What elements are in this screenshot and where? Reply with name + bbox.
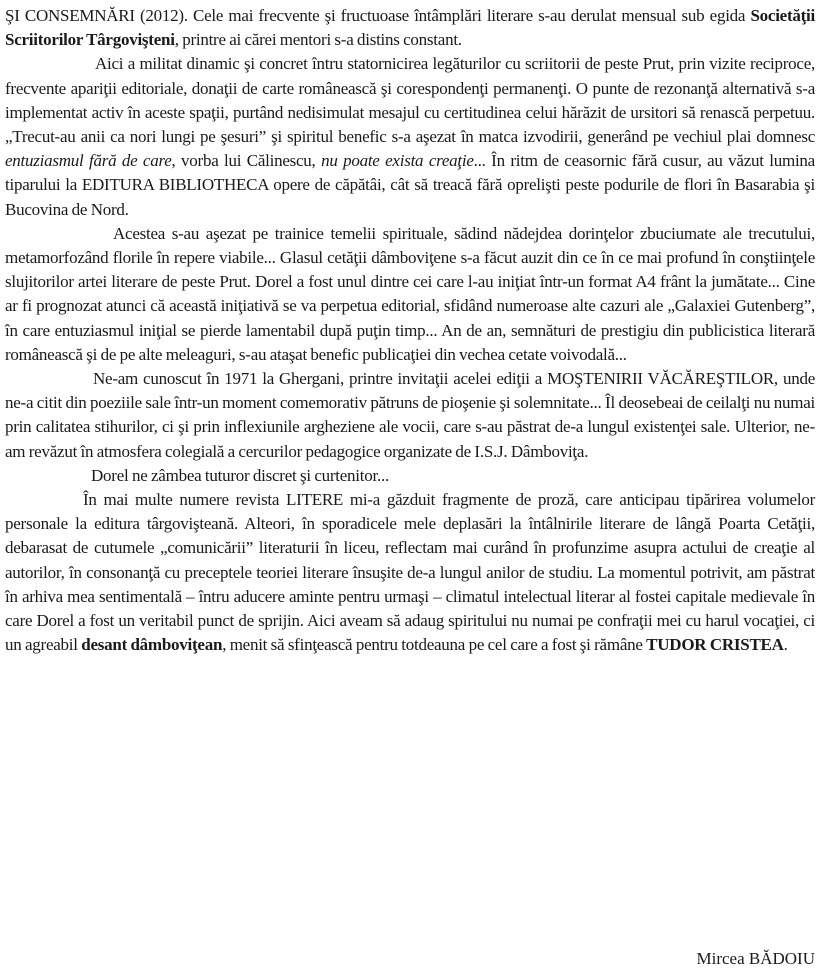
text-run: , printre ai cărei mentori s-a distins constant. bbox=[174, 30, 462, 50]
text-run: . bbox=[783, 635, 788, 655]
italic-quote: entuziasmul fără de care bbox=[5, 151, 172, 171]
text-run: În mai multe numere revista LITERE mi-a găzduit fragmente de proză, care anticipau tipărirea volumelor personale la editura târgovişteană. Alteori, în sporadicele mele deplasări la întâlnirile literare de lângă Poarta Cetăţii, debarasat de cutumele „comunicării” literaturii în liceu, reflectam mai curând în profunzime asupra actului de creaţie al autorilor, în consonanţă cu preceptele teoriei literare însuşite de-a lungul anilor de studiu. La momentul potrivit, am păstrat în arhiva mea sentimentală – întru aducere aminte pentru urmaşi – climatul intelectual literar al fostei capitale medievale în care Dorel a fost un veritabil punct de sprijin. Aici aveam să adaug spiritului nu numai pe confraţii mei cu harul vocaţiei, ci un agreabil bbox=[5, 490, 815, 655]
bold-author-name: TUDOR CRISTEA bbox=[646, 635, 784, 655]
text-run: ŞI CONSEMNĂRI (2012). Cele mai frecvente şi fructuoase întâmplări literare s-au derulat mensual sub egida bbox=[5, 6, 751, 25]
paragraph-1 bbox=[5, 4, 815, 52]
text-run: Aici a militat dinamic şi concret întru statornicirea legăturilor cu scriitorii de peste Prut, prin vizite reciproce, frecvente apariţii editoriale, donaţii de carte românească şi corespondenţi permanenţi. O punte de rezonanţă alternativă s-a implementat activ în aceste spaţii, purtând nedisimulat mesajul cu certitudinea celui hărăzit de ursitori să renască perpetuu. „Trecut-au anii ca nori lungi pe şesuri” şi spiritul benefic s-a aşezat în matca izvodirii, generând pe vechiul plai domnesc bbox=[5, 54, 815, 147]
paragraph-5: Dorel ne zâmbea tuturor discret şi curtenitor... bbox=[91, 465, 389, 485]
text-run: , vorba lui Călinescu, bbox=[171, 151, 322, 171]
paragraph-4: Ne-am cunoscut în 1971 la Ghergani, printre invitaţii acelei ediţii a MOŞTENIRII VĂCĂREŞTILOR, unde ne-a citit din poeziile sale într-un moment comemorativ pătruns de pioşenie şi solemnitate... Îl deosebeai de ceilalţi nu numai prin calitatea stihurilor, ci şi prin inflexiunile argheziene ale vocii, care s-au păstrat de-a lungul existenţei sale. Ulterior, ne-am revăzut în atmosfera colegială a cercurilor pedagogice organizate de I.S.J. Dâmboviţa. bbox=[5, 369, 815, 461]
bold-phrase: desant dâmboviţean bbox=[81, 635, 223, 655]
author-signature: Mircea BĂDOIU bbox=[696, 949, 815, 968]
text-run: , menit să sfinţească pentru totdeauna pe cel care a fost şi rămâne bbox=[222, 635, 647, 655]
paragraph-3: Acestea s-au aşezat pe trainice temelii spirituale, sădind nădejdea dorinţelor zbuciumate ale trecutului, metamorfozând florile în repere viabile... Glasul cetăţii dâmboviţene s-a făcut auzit din ce în ce mai profund în conştiinţele slujitorilor artei literare de peste Prut. Dorel a fost unul dintre cei care l-au iniţiat într-un format A4 frânt la jumătate... Cine ar fi prognozat atunci că această iniţiativă se va perpetua editorial, sfidând numeroase alte cazuri ale „Galaxiei Gutenberg”, în care entuziasmul iniţial se pierde lamentabil după puţin timp... An de an, semnături de prestigiu din publicistica literară românească şi de pe alte meleaguri, s-au ataşat benefic publicaţiei din vechea cetate voivodală... bbox=[5, 223, 815, 364]
italic-quote: nu poate exista creaţie bbox=[321, 151, 474, 171]
article-text bbox=[5, 4, 815, 657]
text-run: ... În ritm de ceasornic fără cusur, au văzut lumina tiparului la EDITURA BIBLIOTHECA opere de căpătâi, cât să treacă fără oprelişti peste podurile de flori în Basarabia şi Bucovina de Nord. bbox=[5, 151, 815, 219]
bold-society-name: Societăţii Scriitorilor Târgovişteni bbox=[5, 6, 815, 50]
paragraph-6 bbox=[5, 488, 815, 657]
paragraph-2 bbox=[5, 52, 815, 221]
